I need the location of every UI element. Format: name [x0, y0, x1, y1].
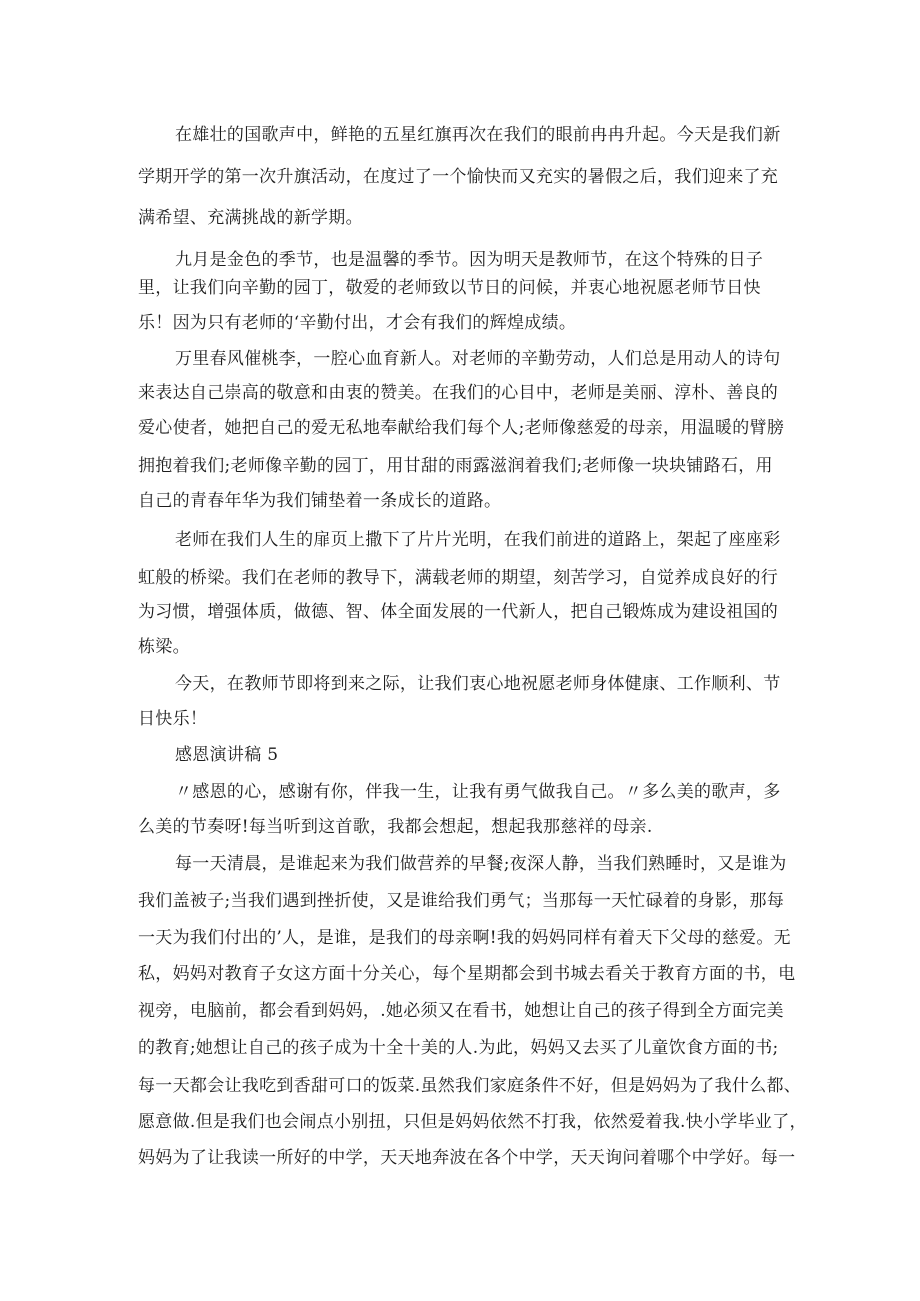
text-line: 愿意做.但是我们也会闹点小别扭，只但是妈妈依然不打我，依然爱着我.快小学毕业了，	[138, 1112, 807, 1132]
text-line: 为习惯，增强体质，做德、智、体全面发展的一代新人，把自己锻炼成为建设祖国的	[138, 602, 779, 622]
text-line: 拥抱着我们;老师像辛勤的园丁，用甘甜的雨露滋润着我们;老师像一块块铺路石，用	[138, 456, 773, 476]
text-line: 〃感恩的心，感谢有你，伴我一生，让我有勇气做我自己。〃多么美的歌声，多	[175, 782, 781, 802]
text-line: 满希望、充满挑战的新学期。	[138, 208, 363, 228]
text-line: 老师在我们人生的扉页上撒下了片片光明，在我们前进的道路上，架起了座座彩	[175, 530, 781, 550]
text-line: 里，让我们向辛勤的园丁，敬爱的老师致以节日的问候，并衷心地祝愿老师节日快	[138, 278, 761, 298]
text-line: 的教育;她想让自己的孩子成为十全十美的人.为此，妈妈又去买了儿童饮食方面的书;	[138, 1038, 779, 1058]
text-line: 么美的节奏呀!每当听到这首歌，我都会想起，想起我那慈祥的母亲.	[138, 817, 653, 837]
heading-text: 感恩演讲稿 5	[175, 745, 279, 765]
text-line: 九月是金色的季节，也是温馨的季节。因为明天是教师节，在这个特殊的日子	[175, 250, 764, 270]
text-line: 私，妈妈对教育子女这方面十分关心，每个星期都会到书城去看关于教育方面的书，电	[138, 964, 796, 984]
text-line: 妈妈为了让我读一所好的中学，天天地奔波在各个中学，天天询问着哪个中学好。每一	[138, 1148, 796, 1168]
text-line: 每一天清晨，是谁起来为我们做营养的早餐;夜深人静，当我们熟睡时，又是谁为	[175, 854, 787, 874]
text-line: 今天，在教师节即将到来之际，让我们衷心地祝愿老师身体健康、工作顺利、节	[175, 674, 781, 694]
text-line: 万里春风催桃李，一腔心血育新人。对老师的辛勤劳动，人们总是用动人的诗句	[175, 349, 781, 369]
text-line: 视旁，电脑前，都会看到妈妈，.她必须又在看书，她想让自己的孩子得到全方面完美	[138, 1001, 784, 1021]
text-line: 乐！因为只有老师的‘辛勤付出，才会有我们的辉煌成绩。	[138, 313, 577, 333]
text-line: 每一天都会让我吃到香甜可口的饭菜.虽然我们家庭条件不好，但是妈妈为了我什么都、	[138, 1076, 802, 1096]
text-line: 自己的青春年华为我们铺垫着一条成长的道路。	[138, 491, 502, 511]
text-line: 一天为我们付出的’人，是谁，是我们的母亲啊!我的妈妈同样有着天下父母的慈爱。无	[138, 928, 791, 948]
text-line: 栋梁。	[138, 637, 190, 657]
text-line: 在雄壮的国歌声中，鲜艳的五星红旗再次在我们的眼前冉冉升起。今天是我们新	[175, 125, 781, 145]
text-line: 来表达自己崇高的敬意和由衷的赞美。在我们的心目中，老师是美丽、淳朴、善良的	[138, 383, 779, 403]
text-line: 虹般的桥梁。我们在老师的教导下，满载老师的期望，刻苦学习，自觉养成良好的行	[138, 568, 779, 588]
text-line: 日快乐！	[138, 709, 208, 729]
text-line: 学期开学的第一次升旗活动，在度过了一个愉快而又充实的暑假之后，我们迎来了充	[138, 167, 779, 187]
text-line: 爱心使者，她把自己的爱无私地奉献给我们每个人;老师像慈爱的母亲，用温暖的臂膀	[138, 418, 785, 438]
text-line: 我们盖被子;当我们遇到挫折使，又是谁给我们勇气；当那每一天忙碌着的身影，那每	[138, 891, 785, 911]
